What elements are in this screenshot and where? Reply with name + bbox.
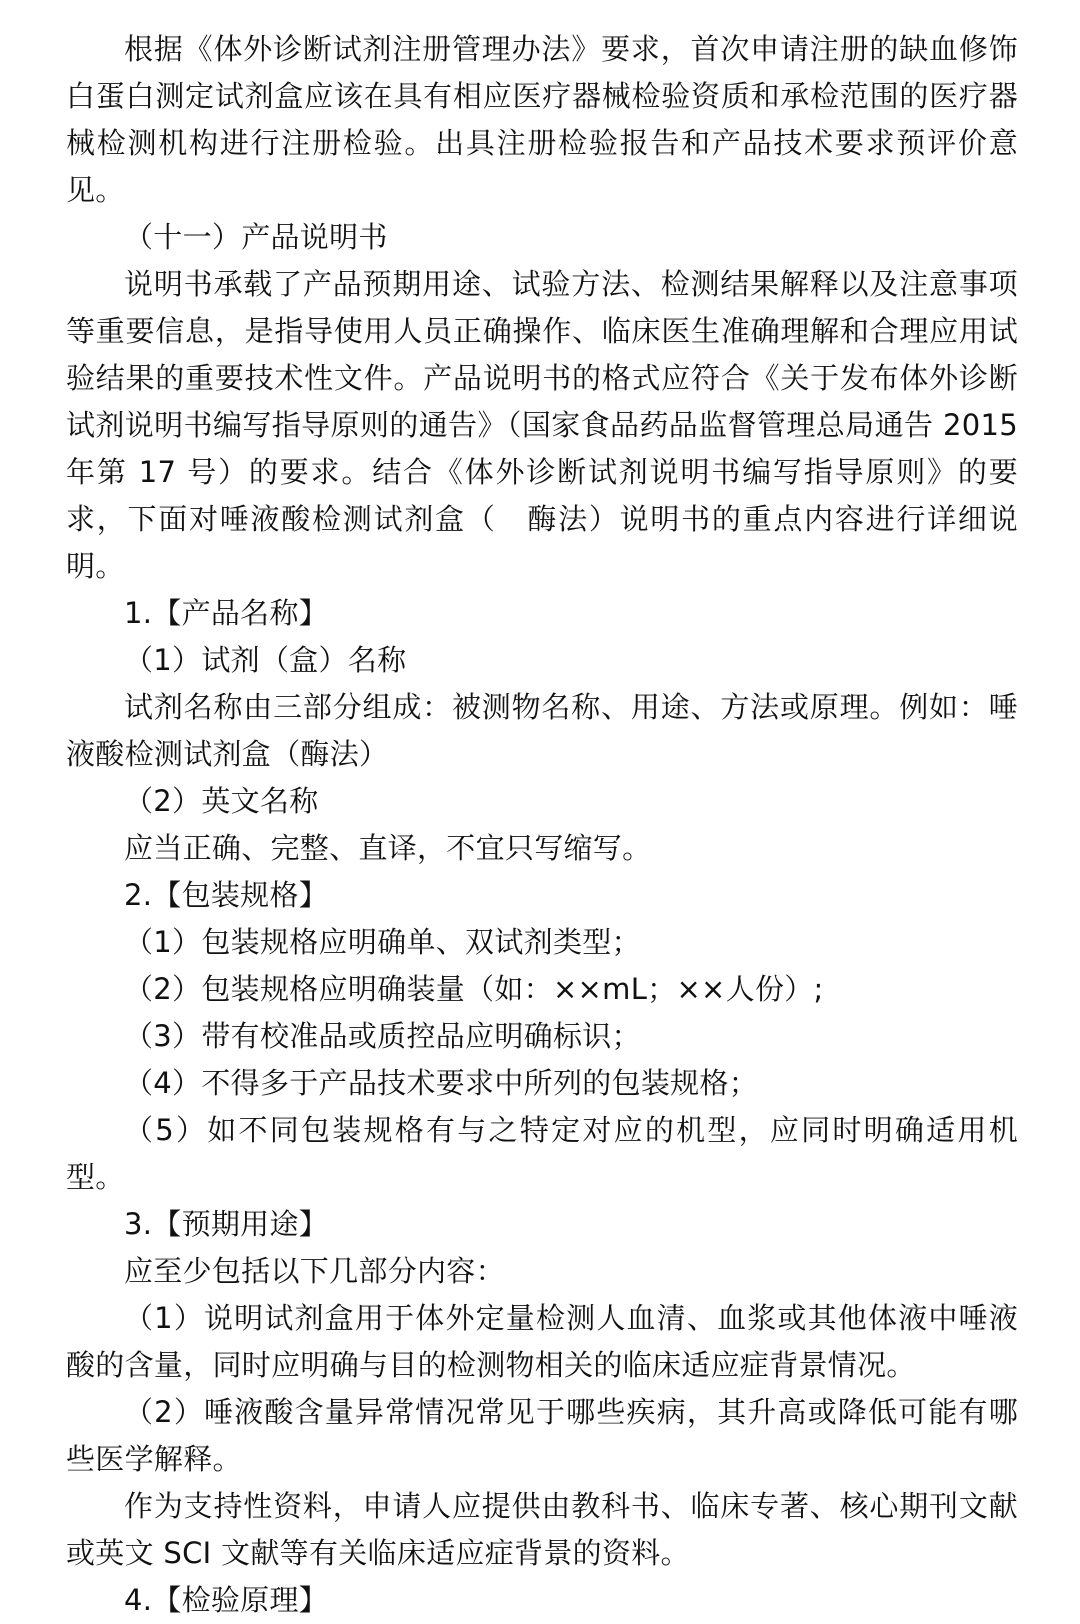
document-page (66, 26, 1018, 1624)
list-item-package-4: （4）不得多于产品技术要求中所列的包装规格； (124, 1066, 759, 1100)
heading-package-spec: 2.【包装规格】 (124, 878, 329, 912)
list-item-package-3: （3）带有校准品或质控品应明确标识； (124, 1019, 641, 1053)
section-heading-instructions: （十一）产品说明书 (124, 220, 388, 254)
heading-product-name: 1.【产品名称】 (124, 596, 329, 630)
paragraph-instructions-intro: 说明书承载了产品预期用途、试验方法、检测结果解释以及注意事项等重要信息，是指导使用人员正确操作、临床医生准确理解和合理应用试验结果的重要技术性文件。产品说明书的格式应符合《关于发布体外诊断试剂说明书编写指导原则的通告》（国家食品药品监督管理总局通告 2015 年第 17 号）的要求。结合《体外诊断试剂说明书编写指导原则》的要求，下面对唾液酸检测试剂盒（ 酶法）说明书的重点内容进行详细说明。 (66, 267, 1018, 583)
subheading-reagent-name: （1）试剂（盒）名称 (124, 643, 407, 677)
list-item-intended-use-1: （1）说明试剂盒用于体外定量检测人血清、血浆或其他体液中唾液酸的含量，同时应明确与目的检测物相关的临床适应症背景情况。 (66, 1301, 1018, 1382)
paragraph-reagent-name: 试剂名称由三部分组成：被测物名称、用途、方法或原理。例如：唾液酸检测试剂盒（酶法） (66, 690, 1018, 771)
list-item-package-1: （1）包装规格应明确单、双试剂类型； (124, 925, 641, 959)
list-item-intended-use-2: （2）唾液酸含量异常情况常见于哪些疾病，其升高或降低可能有哪些医学解释。 (66, 1395, 1018, 1476)
paragraph-supporting-materials: 作为支持性资料，申请人应提供由教科书、临床专著、核心期刊文献或英文 SCI 文献等有关临床适应症背景的资料。 (66, 1489, 1018, 1570)
paragraph-english-name: 应当正确、完整、直译，不宜只写缩写。 (124, 831, 652, 865)
heading-intended-use: 3.【预期用途】 (124, 1207, 329, 1241)
heading-test-principle: 4.【检验原理】 (124, 1583, 329, 1617)
subheading-english-name: （2）英文名称 (124, 784, 319, 818)
list-item-package-2: （2）包装规格应明确装量（如：××mL；××人份）; (124, 972, 824, 1006)
paragraph-registration-inspection: 根据《体外诊断试剂注册管理办法》要求，首次申请注册的缺血修饰白蛋白测定试剂盒应该在具有相应医疗器械检验资质和承检范围的医疗器械检测机构进行注册检验。出具注册检验报告和产品技术要求预评价意见。 (66, 32, 1018, 207)
list-item-package-5: （5）如不同包装规格有与之特定对应的机型，应同时明确适用机型。 (66, 1113, 1018, 1194)
paragraph-intended-use-intro: 应至少包括以下几部分内容： (124, 1254, 505, 1288)
